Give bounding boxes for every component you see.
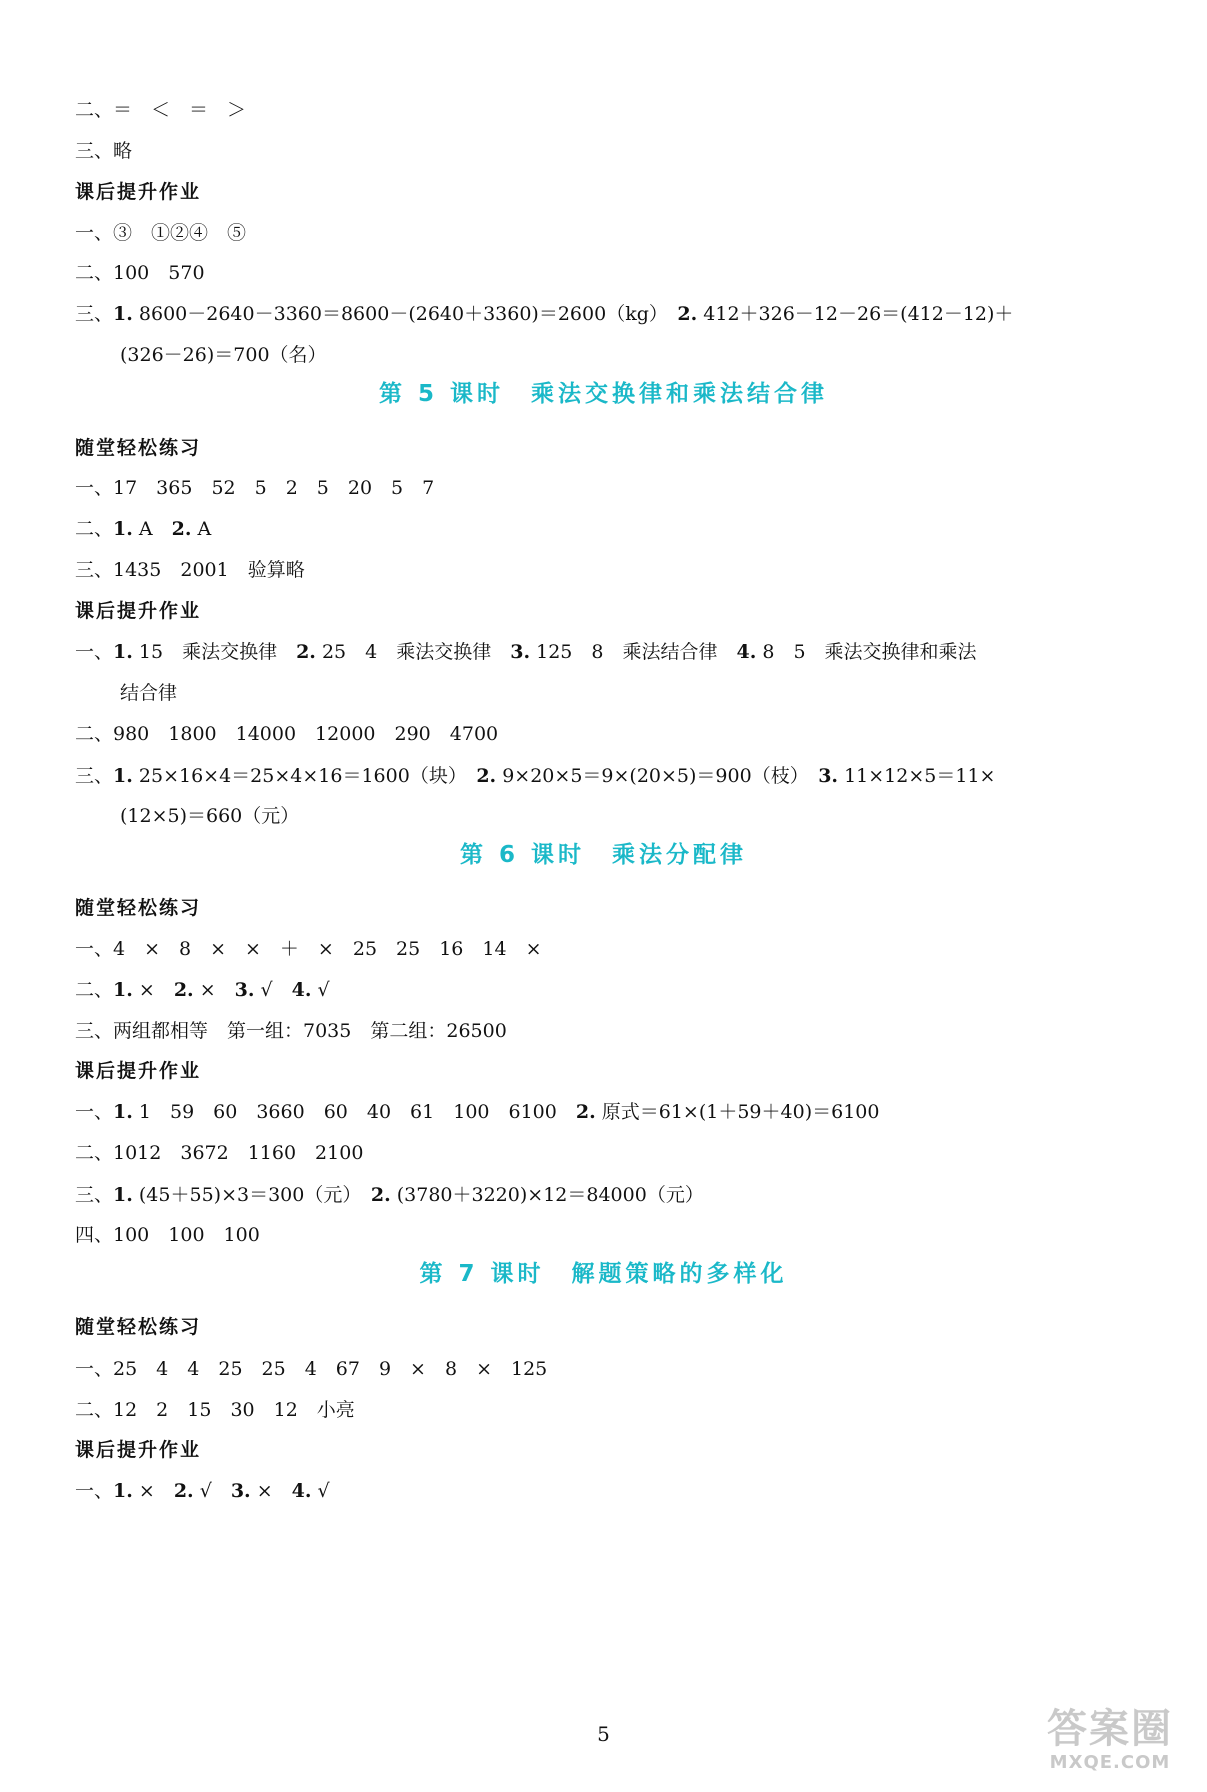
answer-text: 25 4 乘法交换律 [315,641,511,663]
answer-line: 一、17 365 52 5 2 5 20 5 7 [75,477,435,499]
question-number: 4. [736,641,757,663]
section-label: 课后提升作业 [75,1060,202,1082]
answer-text: 8600－2640－3360＝8600－(2640＋3360)＝2600（kg） [132,303,678,325]
answer-line: (326－26)＝700（名） [120,344,327,366]
section-label: 随堂轻松练习 [75,1316,202,1338]
answer-line [75,1181,704,1209]
answer-text: 8 5 乘法交换律和乘法 [756,641,977,663]
answer-text: 三、 [75,765,114,787]
answer-text: (45＋55)×3＝300（元） [132,1184,371,1206]
page-number: 5 [597,1722,610,1746]
question-number: 3. [510,641,531,663]
question-number: 2. [476,765,497,787]
answer-text: × [193,979,235,1001]
question-number: 2. [296,641,316,663]
answer-line: 四、100 100 100 [75,1224,260,1246]
answer-text: √ [193,1480,231,1502]
question-number: 1. [113,1101,133,1123]
answer-text: 11×12×5＝11× [838,765,996,787]
question-number: 1. [113,765,133,787]
question-number: 2. [575,1101,596,1123]
answer-line: 三、两组都相等 第一组：7035 第二组：26500 [75,1020,507,1042]
answer-text: √ [311,979,330,1001]
answer-line: 三、1435 2001 验算略 [75,559,305,581]
answer-text: 三、 [75,1184,114,1206]
question-number: 1. [113,979,133,1001]
answer-text: √ [311,1480,330,1502]
question-number: 2. [677,303,698,325]
answer-line: 二、＝ ＜ ＝ ＞ [75,99,247,121]
question-number: 1. [113,641,133,663]
answer-line [75,300,1013,328]
watermark-logo: 答案圈 [1047,1706,1173,1752]
answer-text: × [250,1480,292,1502]
question-number: 2. [171,518,192,540]
question-number: 1. [113,303,133,325]
answer-line: 二、100 570 [75,262,205,284]
answer-text: A [191,518,212,540]
answer-line [75,638,977,666]
answer-line [75,976,330,1004]
answer-line: 二、12 2 15 30 12 小亮 [75,1399,355,1421]
question-number: 4. [291,1480,312,1502]
answer-text: 二、 [75,518,114,540]
question-number: 3. [234,979,255,1001]
answer-text: 三、 [75,303,114,325]
answer-text: × [132,1480,174,1502]
answer-text: 一、 [75,1480,114,1502]
answer-line: (12×5)＝660（元） [120,805,300,827]
answer-text: 412＋326－12－26＝(412－12)＋ [697,303,1014,325]
section-label: 随堂轻松练习 [75,897,202,919]
section-label: 课后提升作业 [75,600,202,622]
answer-text: 一、 [75,1101,114,1123]
answer-line: 二、980 1800 14000 12000 290 4700 [75,723,499,745]
answer-text: 25×16×4＝25×4×16＝1600（块） [132,765,477,787]
question-number: 1. [113,1184,133,1206]
answer-text: 15 乘法交换律 [132,641,297,663]
answer-text: √ [254,979,292,1001]
question-number: 1. [113,518,133,540]
answer-line: 结合律 [120,682,178,704]
answer-text: 1 59 60 3660 60 40 61 100 6100 [132,1101,576,1123]
answer-line: 二、1012 3672 1160 2100 [75,1142,364,1164]
answer-line: 一、③ ①②④ ⑤ [75,222,247,244]
answer-text: (3780＋3220)×12＝84000（元） [390,1184,704,1206]
answer-line [75,1098,879,1126]
question-number: 2. [370,1184,391,1206]
answer-text: 原式＝61×(1＋59＋40)＝6100 [595,1101,880,1123]
lesson-heading: 第 5 课时 乘法交换律和乘法结合律 [378,381,829,407]
answer-text: 一、 [75,641,114,663]
answer-line: 一、25 4 4 25 25 4 67 9 × 8 × 125 [75,1358,548,1380]
question-number: 1. [113,1480,133,1502]
answer-text: 125 8 乘法结合律 [530,641,737,663]
answer-text: 9×20×5＝9×(20×5)＝900（枝） [496,765,819,787]
lesson-heading: 第 6 课时 乘法分配律 [459,842,748,868]
answer-line [75,1477,330,1505]
lesson-heading: 第 7 课时 解题策略的多样化 [419,1261,788,1287]
question-number: 3. [818,765,839,787]
answer-text: A [132,518,172,540]
watermark-url: MXQE.COM [1049,1752,1171,1773]
section-label: 课后提升作业 [75,181,202,203]
question-number: 4. [291,979,312,1001]
answer-line [75,762,995,790]
answer-line: 三、略 [75,140,133,162]
watermark [1025,1706,1195,1784]
question-number: 2. [173,1480,194,1502]
answer-line: 一、4 × 8 × × ＋ × 25 25 16 14 × [75,938,542,960]
answer-text: 二、 [75,979,114,1001]
question-number: 2. [173,979,194,1001]
question-number: 3. [230,1480,251,1502]
section-label: 课后提升作业 [75,1439,202,1461]
answer-text: × [132,979,174,1001]
section-label: 随堂轻松练习 [75,437,202,459]
answer-line [75,515,211,543]
